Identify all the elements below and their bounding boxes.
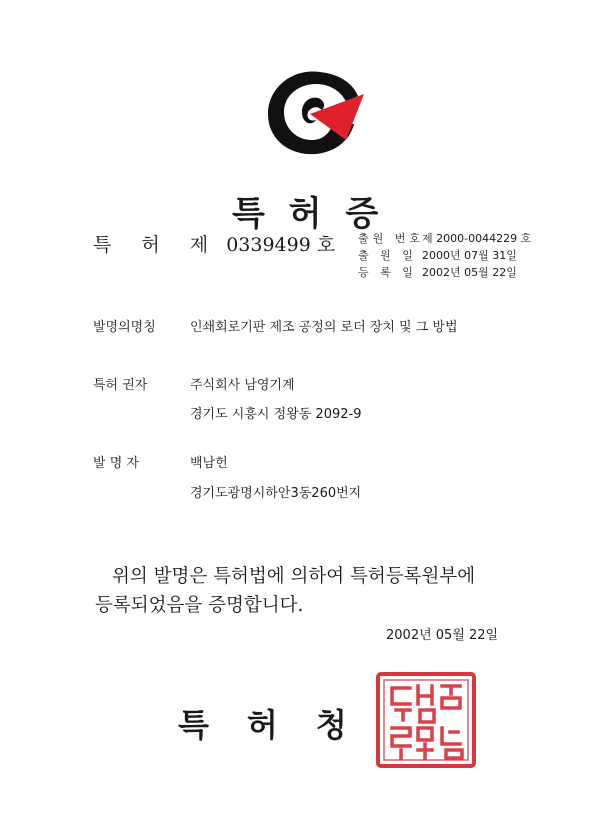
issue-date: 2002년 05월 22일 (386, 628, 499, 643)
statement-line-1: 위의 발명은 특허법에 의하여 특허등록원부에 (112, 566, 476, 587)
official-seal-stamp (374, 670, 478, 770)
statement-line-2: 등록되었음을 증명합니다. (95, 595, 304, 616)
patentee-address: 경기도 시흥시 정왕동 2092-9 (190, 407, 362, 422)
application-date-label: 출 원 일 (358, 249, 417, 262)
application-date-row (358, 247, 517, 263)
registration-date-row (358, 264, 517, 280)
invention-title-value: 인쇄회로기판 제조 공정의 로더 장치 및 그 방법 (190, 320, 458, 335)
patentee-label: 특허 권자 (93, 378, 148, 393)
inventor-name: 백남헌 (190, 456, 228, 471)
patent-number-suffix: 호 (316, 234, 336, 256)
inventor-label: 발 명 자 (93, 456, 139, 471)
patent-number-value: 0339499 (226, 234, 311, 256)
application-number-value: 제 2000-0044229 호 (422, 232, 532, 245)
application-number-label: 출원 번호 (358, 232, 425, 245)
patent-number-prefix: 특 허 제 (93, 234, 221, 256)
application-number-row (358, 230, 531, 246)
document-title: 특 허 증 (232, 194, 385, 234)
application-date-value: 2000년 07월 31일 (422, 249, 517, 262)
issuer-name: 특허청 (178, 706, 385, 744)
patentee-name: 주식회사 남영기계 (190, 378, 295, 393)
inventor-address: 경기도광명시하안3동260번지 (190, 486, 362, 501)
invention-title-label: 발명의명칭 (93, 320, 156, 335)
patent-number (93, 230, 335, 257)
registration-date-label: 등 록 일 (358, 266, 417, 279)
registration-date-value: 2002년 05월 22일 (422, 266, 517, 279)
government-logo (262, 66, 366, 158)
